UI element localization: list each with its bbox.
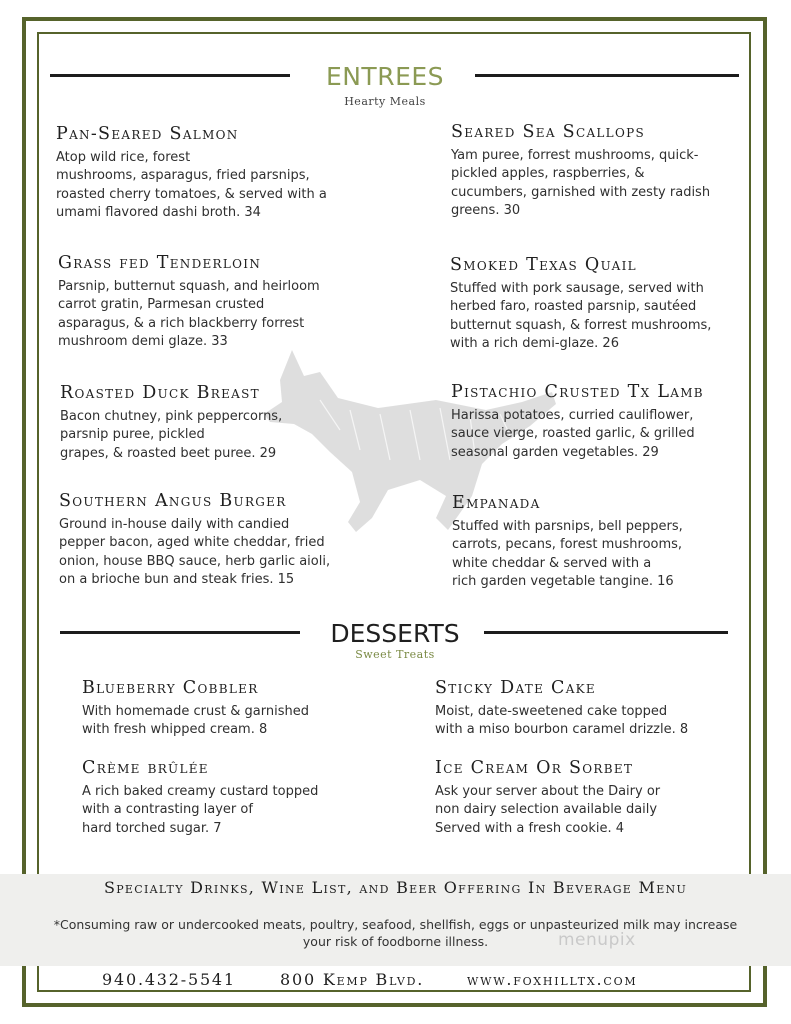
item-name: Roasted Duck Breast xyxy=(60,383,260,403)
item-name: Grass fed Tenderloin xyxy=(58,253,262,273)
item-description: Ground in-house daily with candied pepper bacon, aged white cheddar, fried onion, house BBQ sauce, herb garlic aioli, on a brioche bun and steak fries. 15 xyxy=(59,517,331,588)
menu-item xyxy=(58,253,320,352)
menu-item xyxy=(452,493,683,592)
menu-item xyxy=(435,678,688,740)
item-name: Blueberry Cobbler xyxy=(82,678,259,698)
item-description: Stuffed with pork sausage, served with herbed faro, roasted parsnip, sautéed butternut squash, & forrest mushrooms, with a rich demi-glaze. 26 xyxy=(450,281,712,352)
entrees-subtitle: Hearty Meals xyxy=(344,95,426,108)
entrees-title: ENTREES xyxy=(325,62,445,91)
menu-item xyxy=(451,382,704,462)
item-name: Sticky Date Cake xyxy=(435,678,596,698)
entrees-rule-left xyxy=(50,74,290,77)
item-name: Crème brûlée xyxy=(82,758,209,778)
menu-item xyxy=(451,122,710,221)
menu-item xyxy=(56,124,327,223)
menu-item xyxy=(450,255,711,354)
entrees-rule-right xyxy=(475,74,739,77)
item-description: Stuffed with parsnips, bell peppers, carrots, pecans, forest mushrooms, white cheddar & served with a rich garden vegetable tangine. 16 xyxy=(452,519,683,590)
item-description: Atop wild rice, forest mushrooms, asparagus, fried parsnips, roasted cherry tomatoes, & served with a umami flavored dashi broth. 34 xyxy=(56,150,327,221)
menu-item xyxy=(435,758,660,838)
contact-address: 800 Kemp Blvd. xyxy=(280,970,425,989)
item-description: Parsnip, butternut squash, and heirloom carrot gratin, Parmesan crusted asparagus, & a rich blackberry forrest mushroom demi glaze. 33 xyxy=(58,279,320,350)
item-description: Moist, date-sweetened cake topped with a miso bourbon caramel drizzle. 8 xyxy=(435,704,689,738)
desserts-subtitle: Sweet Treats xyxy=(355,648,435,661)
item-name: Southern Angus Burger xyxy=(59,491,287,511)
watermark-logo: menupix xyxy=(558,930,636,950)
item-description: A rich baked creamy custard topped with a contrasting layer of hard torched sugar. 7 xyxy=(82,784,319,836)
item-name: Pistachio Crusted Tx Lamb xyxy=(451,382,704,402)
desserts-rule-left xyxy=(60,631,300,634)
menu-item xyxy=(82,758,318,838)
desserts-title: DESSERTS xyxy=(330,619,460,648)
beverage-note: Specialty Drinks, Wine List, and Beer Offering In Beverage Menu xyxy=(103,878,688,897)
item-name: Seared Sea Scallops xyxy=(451,122,645,142)
item-name: Smoked Texas Quail xyxy=(450,255,637,275)
desserts-rule-right xyxy=(484,631,728,634)
item-name: Ice Cream Or Sorbet xyxy=(435,758,634,778)
item-description: Yam puree, forrest mushrooms, quick- pickled apples, raspberries, & cucumbers, garnished with zesty radish greens. 30 xyxy=(451,148,711,219)
item-description: With homemade crust & garnished with fresh whipped cream. 8 xyxy=(82,704,309,738)
contact-phone: 940.432-5541 xyxy=(102,970,236,989)
item-name: Pan-Seared Salmon xyxy=(56,124,239,144)
item-description: Ask your server about the Dairy or non dairy selection available daily Served with a fresh cookie. 4 xyxy=(435,784,661,836)
item-description: Bacon chutney, pink peppercorns, parsnip puree, pickled grapes, & roasted beet puree. 29 xyxy=(60,409,283,461)
item-name: Empanada xyxy=(452,493,541,513)
item-description: Harissa potatoes, curried cauliflower, sauce vierge, roasted garlic, & grilled seasonal garden vegetables. 29 xyxy=(451,408,695,460)
foodborne-illness-disclaimer: *Consuming raw or undercooked meats, poultry, seafood, shellfish, eggs or unpasteurized milk may increase your risk of foodborne illness. xyxy=(53,917,738,949)
menu-item xyxy=(59,491,330,590)
contact-website[interactable]: www.foxhilltx.com xyxy=(467,970,638,989)
menu-item xyxy=(82,678,309,740)
menu-item xyxy=(60,383,282,463)
